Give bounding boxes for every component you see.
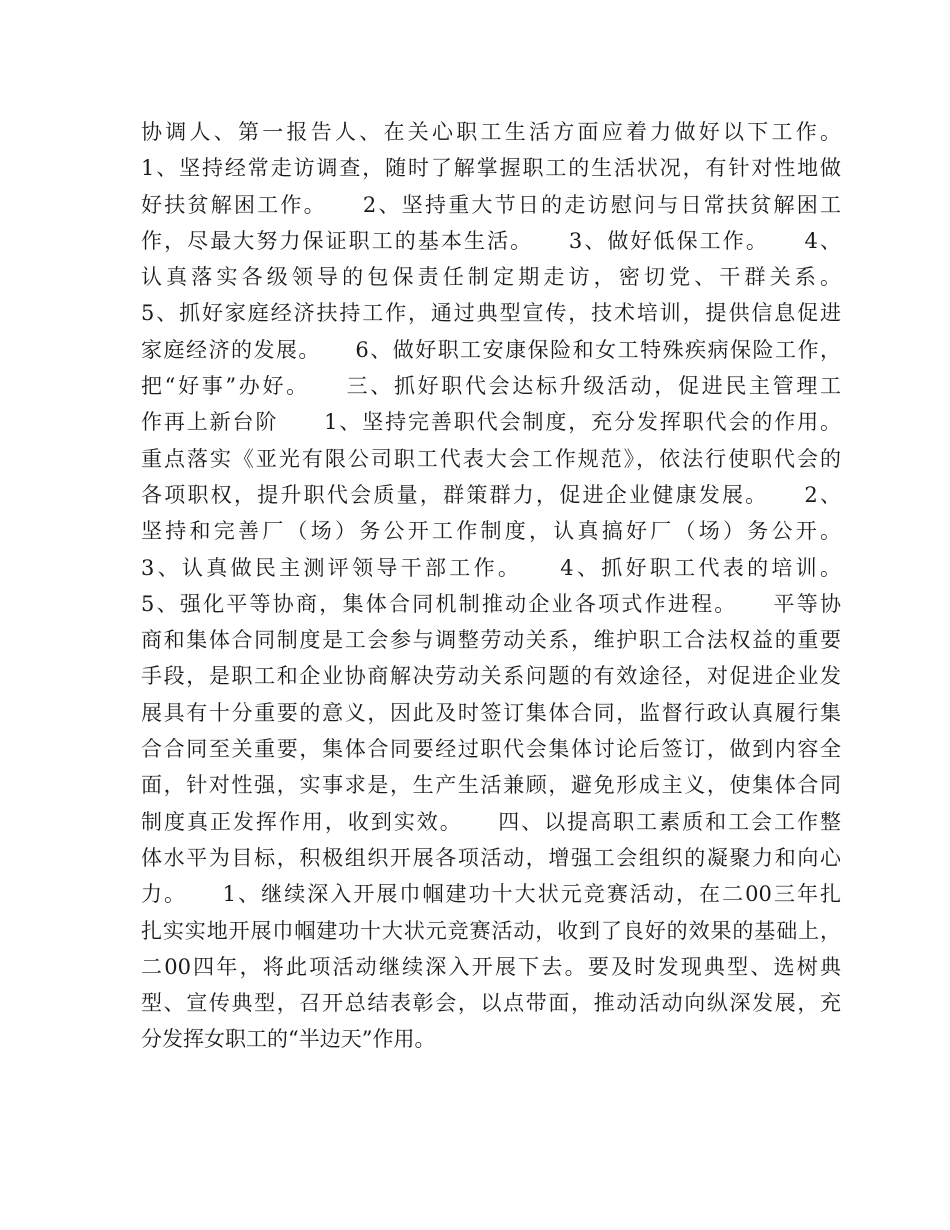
text-line: 坚持和完善厂（场）务公开工作制度，认真搞好厂（场）务公开。 — [141, 519, 841, 544]
text-line: 手段，是职工和企业协商解决劳动关系问题的有效途径，对促进企业发 — [141, 664, 841, 689]
text-line: 分发挥女职工的“半边天”作用。 — [141, 1027, 436, 1052]
text-line: 重点落实《亚光有限公司职工代表大会工作规范》，依法行使职代会的 — [141, 446, 841, 471]
text-line: 合合同至关重要，集体合同要经过职代会集体讨论后签订，做到内容全 — [141, 737, 841, 762]
text-line: 各项职权，提升职代会质量，群策群力，促进企业健康发展。 2、 — [141, 482, 841, 507]
text-line: 协调人、第一报告人、在关心职工生活方面应着力做好以下工作。 — [141, 120, 841, 144]
text-line: 展具有十分重要的意义，因此及时签订集体合同，监督行政认真履行集 — [141, 700, 841, 725]
text-line: 作再上新台阶 1、坚持完善职代会制度，充分发挥职代会的作用。 — [141, 410, 841, 435]
text-line: 扎实实地开展巾帼建功十大状元竞赛活动，收到了良好的效果的基础上， — [141, 918, 841, 943]
text-line: 5、抓好家庭经济扶持工作，通过典型宣传，技术培训，提供信息促进 — [141, 301, 841, 326]
text-line: 商和集体合同制度是工会参与调整劳动关系，维护职工合法权益的重要 — [141, 628, 841, 653]
text-line: 型、宣传典型，召开总结表彰会，以点带面，推动活动向纵深发展，充 — [141, 991, 841, 1016]
text-line: 作，尽最大努力保证职工的基本生活。 3、做好低保工作。 4、 — [141, 228, 841, 253]
text-line: 好扶贫解困工作。 2、坚持重大节日的走访慰问与日常扶贫解困工 — [141, 192, 841, 217]
text-line: 1、坚持经常走访调查，随时了解掌握职工的生活状况，有针对性地做 — [141, 156, 841, 181]
text-line: 面，针对性强，实事求是，生产生活兼顾，避免形成主义，使集体合同 — [141, 773, 841, 798]
text-line: 5、强化平等协商，集体合同机制推动企业各项式作进程。 平等协 — [141, 591, 841, 616]
text-line: 认真落实各级领导的包保责任制定期走访，密切党、干群关系。 — [141, 265, 841, 290]
text-line: 3、认真做民主测评领导干部工作。 4、抓好职工代表的培训。 — [141, 555, 841, 580]
text-line: 力。 1、继续深入开展巾帼建功十大状元竞赛活动，在二00三年扎 — [141, 882, 841, 907]
text-line: 家庭经济的发展。 6、做好职工安康保险和女工特殊疾病保险工作， — [141, 337, 841, 362]
text-line: 二00四年，将此项活动继续深入开展下去。要及时发现典型、选树典 — [141, 954, 841, 979]
text-line: 把“好事”办好。 三、抓好职代会达标升级活动，促进民主管理工 — [141, 374, 841, 399]
body-text — [141, 114, 841, 1058]
text-line: 制度真正发挥作用，收到实效。 四、以提高职工素质和工会工作整 — [141, 809, 841, 834]
text-line: 体水平为目标，积极组织开展各项活动，增强工会组织的凝聚力和向心 — [141, 845, 841, 870]
